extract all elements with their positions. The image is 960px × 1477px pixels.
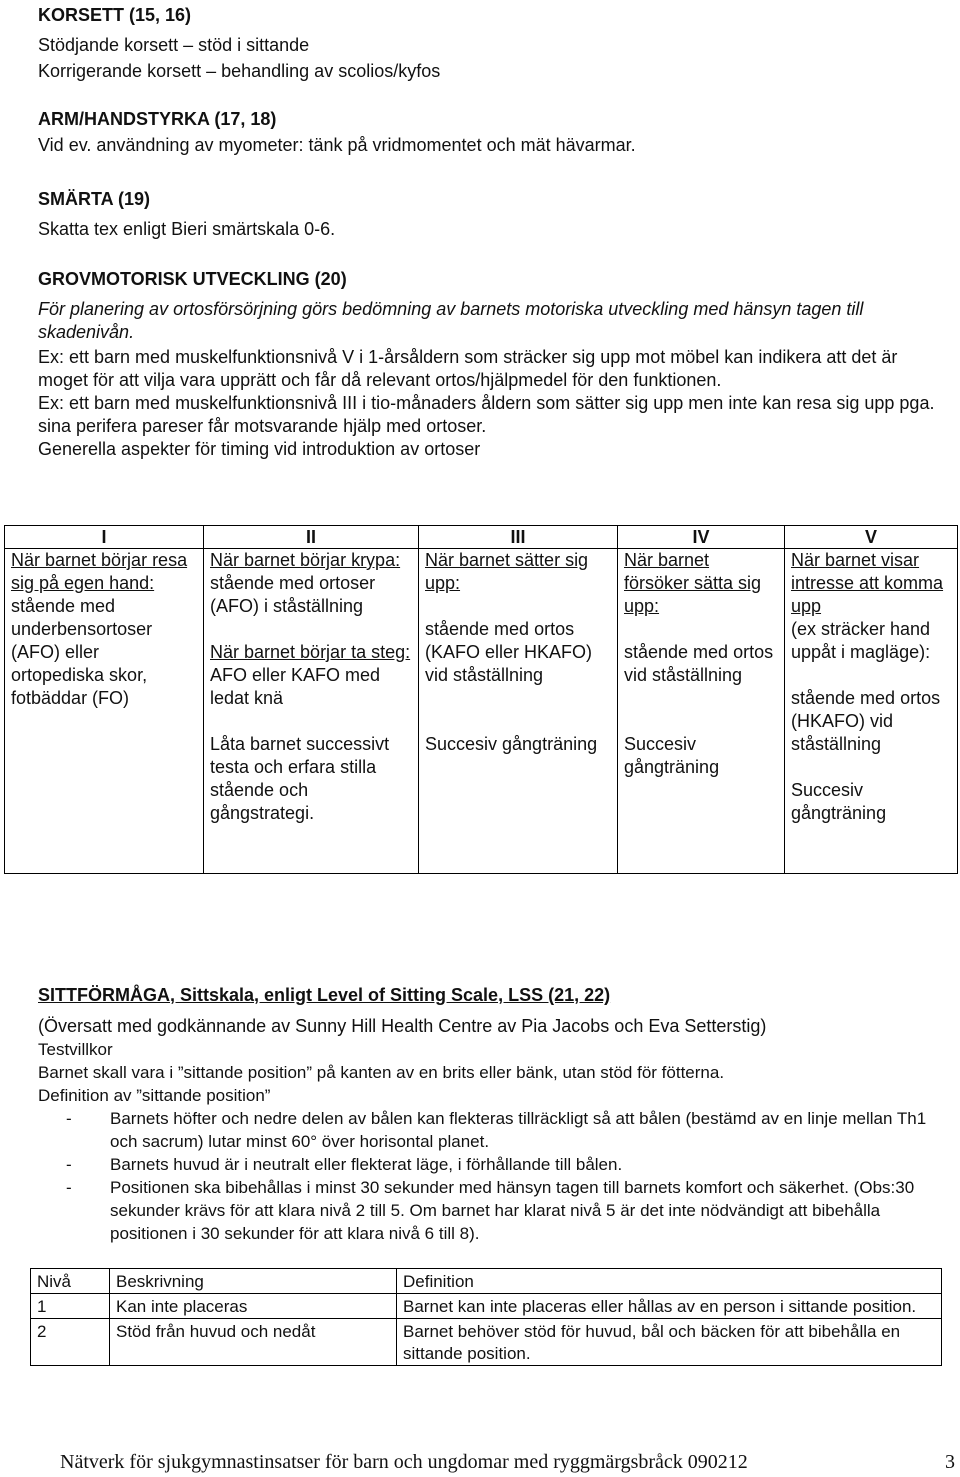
grov-heading: GROVMOTORISK UTVECKLING (20) xyxy=(38,269,347,289)
lss-row xyxy=(31,1294,942,1319)
page-number: 3 xyxy=(945,1451,955,1473)
sitt-subtitle: (Översatt med godkännande av Sunny Hill Health Centre av Pia Jacobs och Eva Setterstig) xyxy=(38,1016,767,1036)
arm-heading: ARM/HANDSTYRKA (17, 18) xyxy=(38,109,277,129)
col5-trigger: När barnet visar intresse att komma upp xyxy=(791,550,944,616)
timing-title: Generella aspekter för timing vid introduktion av ortoser xyxy=(38,439,481,459)
timing-header-cell: III xyxy=(419,526,618,549)
timing-header-cell: V xyxy=(785,526,958,549)
col2-text-3: Låta barnet successivt testa och erfara stilla stående och gångstrategi. xyxy=(210,734,390,823)
col2-text-1: stående med ortoser (AFO) i ståställning xyxy=(210,573,376,616)
lss-cell: Barnet kan inte placeras eller hållas av en person i sittande position. xyxy=(397,1294,942,1319)
timing-cell-i xyxy=(5,549,204,874)
sitt-test-label: Testvillkor xyxy=(38,1040,113,1059)
col5-text-1: stående med ortos (HKAFO) vid ståställning xyxy=(791,688,941,754)
grov-intro: För planering av ortosförsörjning görs bedömning av barnets motoriska utveckling med hänsyn tagen till skadenivån. xyxy=(38,299,864,342)
arm-line-1: Vid ev. användning av myometer: tänk på vridmomentet och mät hävarmar. xyxy=(38,135,636,155)
lss-header-cell: Definition xyxy=(397,1269,942,1294)
section-arm xyxy=(38,108,948,157)
korsett-line-2: Korrigerande korsett – behandling av scolios/kyfos xyxy=(38,61,441,81)
col5-text-2: Succesiv gångträning xyxy=(791,780,887,823)
sitt-heading: SITTFÖRMÅGA, Sittskala, enligt Level of Sitting Scale, LSS (21, 22) xyxy=(38,985,611,1005)
lss-cell: Kan inte placeras xyxy=(110,1294,397,1319)
sitt-bullet: - Barnets höfter och nedre delen av bålen kan flekteras tillräckligt så att bålen (bestämd av en linje mellan Th1 och sacrum) lutar minst 60° över horisontal planet. xyxy=(66,1109,927,1151)
col4-text-2: Succesiv gångträning xyxy=(624,734,720,777)
smarta-line-1: Skatta tex enligt Bieri smärtskala 0-6. xyxy=(38,219,336,239)
korsett-line-1: Stödjande korsett – stöd i sittande xyxy=(38,35,310,55)
timing-header-cell: I xyxy=(5,526,204,549)
grov-example-2: Ex: ett barn med muskelfunktionsnivå III i tio-månaders åldern som sätter sig upp men inte kan resa sig upp pga. sina perifera pareser får motsvarande hjälp med ortoser. xyxy=(38,393,935,436)
lss-header-cell: Nivå xyxy=(31,1269,110,1294)
timing-cell-iii xyxy=(419,549,618,874)
section-smarta xyxy=(38,188,948,241)
lss-cell: Stöd från huvud och nedåt xyxy=(110,1319,397,1366)
col4-text-1: stående med ortos vid ståställning xyxy=(624,642,774,685)
col2-text-2: AFO eller KAFO med ledat knä xyxy=(210,665,381,708)
lss-cell: 2 xyxy=(31,1319,110,1366)
lss-row xyxy=(31,1319,942,1366)
lss-cell: 1 xyxy=(31,1294,110,1319)
col5-text-0: (ex sträcker hand uppåt i magläge): xyxy=(791,619,931,662)
sitt-bullet: - Positionen ska bibehållas i minst 30 sekunder med hänsyn tagen till barnets komfort och säkerhet. (Obs:30 sekunder krävs för att klara nivå 2 till 5. Om barnet har klarat nivå 5 är det inte nödvändigt att bibehålla positionen i 30 sekunder för att klara nivå 6 till 8). xyxy=(66,1178,915,1243)
col2-trigger-1: När barnet börjar krypa: xyxy=(210,550,401,570)
page-footer xyxy=(60,1450,955,1474)
section-sittformaga xyxy=(38,984,948,1245)
col4-trigger: När barnet försöker sätta sig upp: xyxy=(624,550,762,616)
lss-table xyxy=(30,1268,942,1366)
timing-body-row xyxy=(5,549,958,874)
lss-header-row xyxy=(31,1269,942,1294)
timing-header-row xyxy=(5,526,958,549)
section-korsett xyxy=(38,4,948,83)
korsett-heading: KORSETT (15, 16) xyxy=(38,5,192,25)
timing-cell-ii xyxy=(204,549,419,874)
timing-header-cell: IV xyxy=(618,526,785,549)
timing-table xyxy=(4,525,958,874)
timing-header-cell: II xyxy=(204,526,419,549)
col3-text-1: stående med ortos (KAFO eller HKAFO) vid ståställning xyxy=(425,619,593,685)
sitt-bullet-list xyxy=(38,1107,948,1245)
col1-trigger: När barnet börjar resa sig på egen hand: xyxy=(11,550,188,593)
footer-text: Nätverk för sjukgymnastinsatser för barn och ungdomar med ryggmärgsbråck 090212 xyxy=(60,1451,748,1473)
smarta-heading: SMÄRTA (19) xyxy=(38,189,150,209)
col3-text-2: Succesiv gångträning xyxy=(425,734,598,754)
sitt-conditions: Barnet skall vara i ”sittande position” på kanten av en brits eller bänk, utan stöd för fötterna. xyxy=(38,1063,725,1082)
timing-cell-iv xyxy=(618,549,785,874)
sitt-bullet: - Barnets huvud är i neutralt eller flekterat läge, i förhållande till bålen. xyxy=(66,1155,623,1174)
grov-example-1: Ex: ett barn med muskelfunktionsnivå V i 1-årsåldern som sträcker sig upp mot möbel kan indikera att det är moget för att vilja vara upprätt och får då relevant ortos/hjälpmedel för den funktionen. xyxy=(38,347,898,390)
lss-cell: Barnet behöver stöd för huvud, bål och bäcken för att bibehålla en sittande position. xyxy=(397,1319,942,1366)
timing-cell-v xyxy=(785,549,958,874)
sitt-definition-label: Definition av ”sittande position” xyxy=(38,1086,271,1105)
col2-trigger-2: När barnet börjar ta steg: xyxy=(210,642,411,662)
lss-header-cell: Beskrivning xyxy=(110,1269,397,1294)
col3-trigger: När barnet sätter sig upp: xyxy=(425,550,589,593)
col1-text: stående med underbensortoser (AFO) eller ortopediska skor, fotbäddar (FO) xyxy=(11,596,153,708)
section-grovmotorisk xyxy=(38,268,948,461)
